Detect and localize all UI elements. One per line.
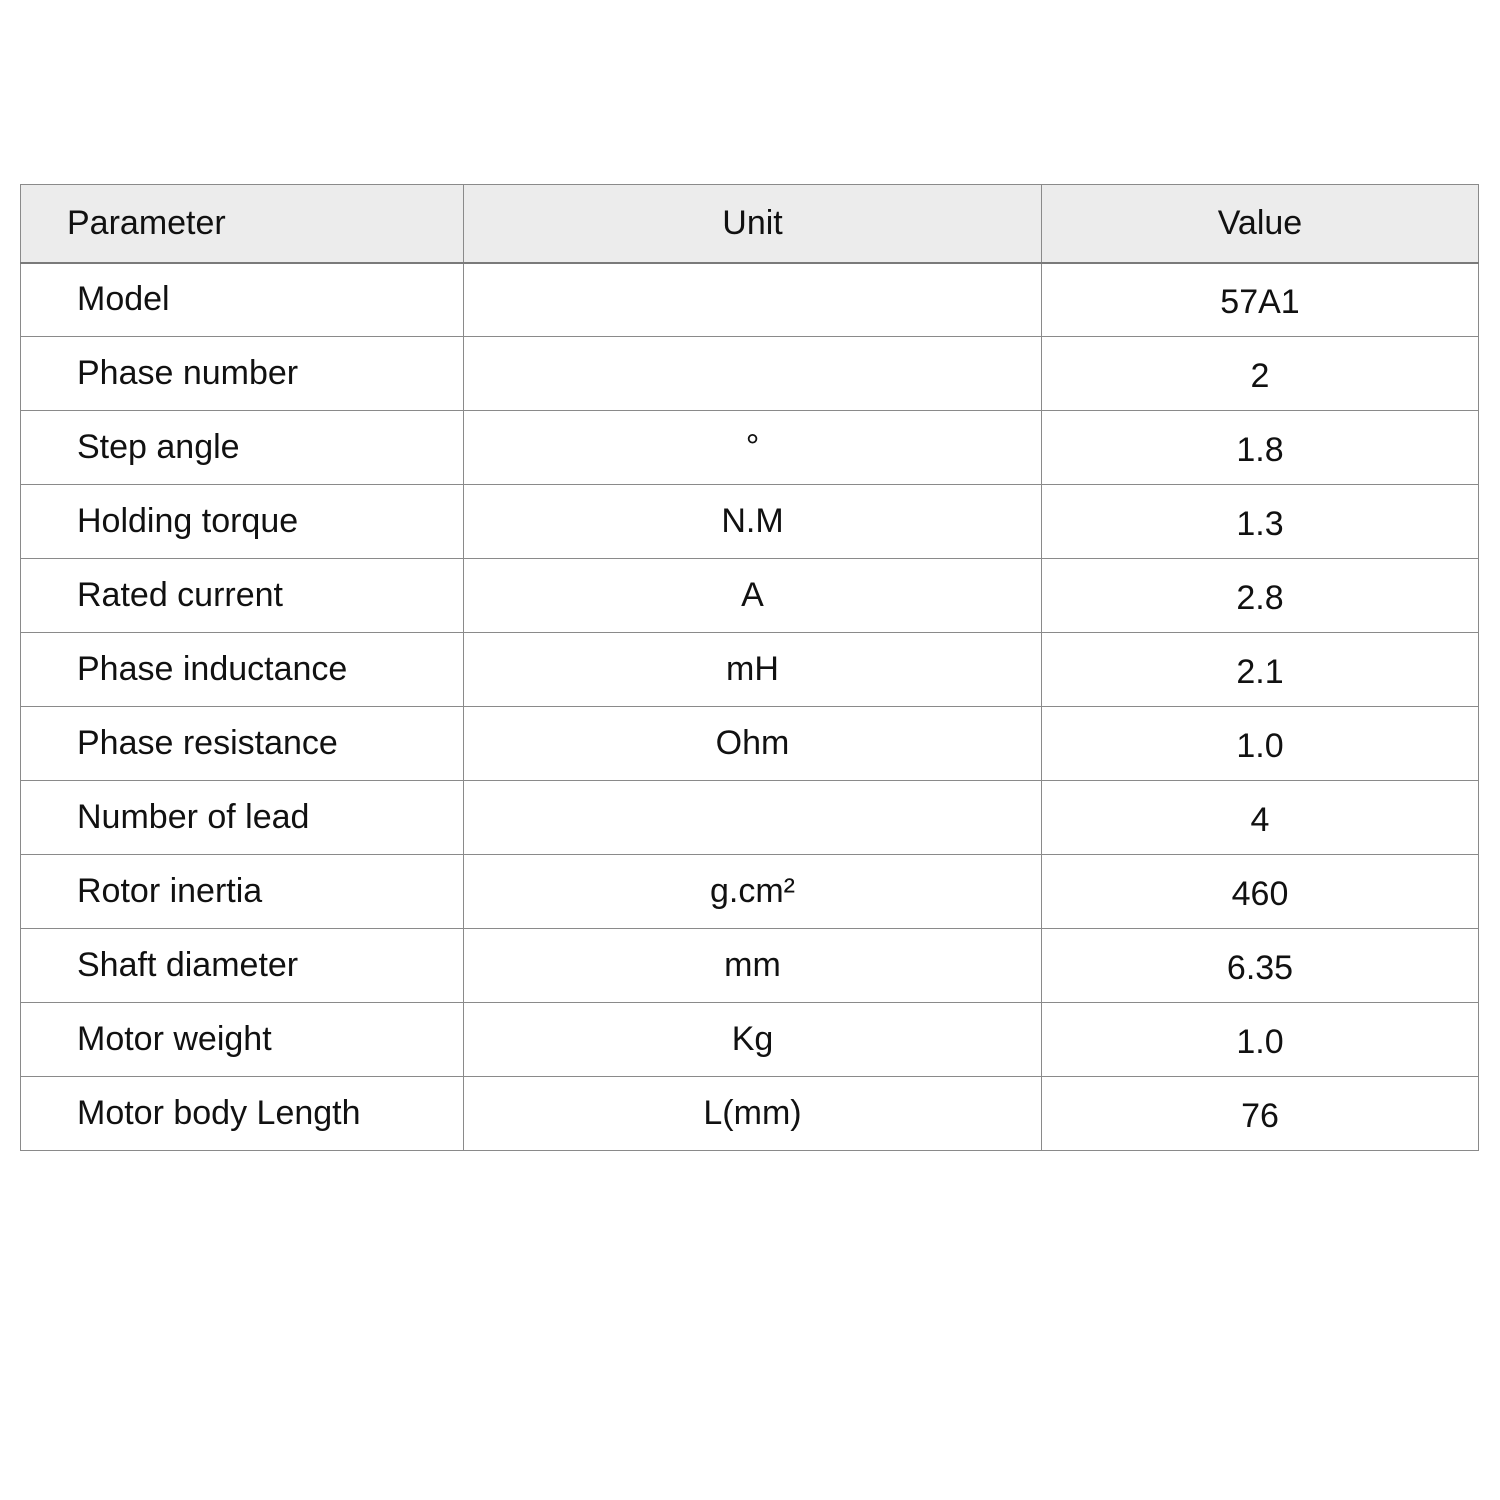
- unit-cell: Ohm: [464, 707, 1042, 781]
- value-cell: 6.35: [1042, 929, 1479, 1003]
- value-cell: 460: [1042, 855, 1479, 929]
- table-row: [21, 1003, 1479, 1077]
- table-row: [21, 263, 1479, 337]
- value-cell: 1.0: [1042, 707, 1479, 781]
- table-row: [21, 337, 1479, 411]
- parameter-cell: Motor weight: [21, 1003, 464, 1077]
- unit-cell: mH: [464, 633, 1042, 707]
- unit-cell: mm: [464, 929, 1042, 1003]
- parameter-cell: Step angle: [21, 411, 464, 485]
- unit-cell: [464, 781, 1042, 855]
- value-cell: 2.8: [1042, 559, 1479, 633]
- value-cell: 1.8: [1042, 411, 1479, 485]
- table-header: [21, 185, 1479, 263]
- table-row: [21, 707, 1479, 781]
- table-row: [21, 485, 1479, 559]
- parameter-cell: Number of lead: [21, 781, 464, 855]
- unit-cell: N.M: [464, 485, 1042, 559]
- unit-cell: L(mm): [464, 1077, 1042, 1151]
- unit-cell: [464, 337, 1042, 411]
- parameter-cell: Model: [21, 263, 464, 337]
- table-row: [21, 855, 1479, 929]
- value-cell: 2.1: [1042, 633, 1479, 707]
- header-value: Value: [1042, 185, 1479, 263]
- parameter-cell: Phase inductance: [21, 633, 464, 707]
- parameter-cell: Motor body Length: [21, 1077, 464, 1151]
- value-cell: 4: [1042, 781, 1479, 855]
- unit-cell: [464, 263, 1042, 337]
- table-row: [21, 1077, 1479, 1151]
- header-unit: Unit: [464, 185, 1042, 263]
- value-cell: 1.3: [1042, 485, 1479, 559]
- unit-cell: Kg: [464, 1003, 1042, 1077]
- parameter-cell: Rated current: [21, 559, 464, 633]
- table-row: [21, 781, 1479, 855]
- table-row: [21, 633, 1479, 707]
- parameter-cell: Phase resistance: [21, 707, 464, 781]
- table-row: [21, 559, 1479, 633]
- table-row: [21, 929, 1479, 1003]
- value-cell: 76: [1042, 1077, 1479, 1151]
- value-cell: 1.0: [1042, 1003, 1479, 1077]
- value-cell: 2: [1042, 337, 1479, 411]
- unit-cell: °: [464, 411, 1042, 485]
- value-cell: 57A1: [1042, 263, 1479, 337]
- parameter-cell: Rotor inertia: [21, 855, 464, 929]
- table-body: [21, 263, 1479, 1151]
- parameter-cell: Shaft diameter: [21, 929, 464, 1003]
- unit-cell: A: [464, 559, 1042, 633]
- parameter-cell: Holding torque: [21, 485, 464, 559]
- unit-cell: g.cm²: [464, 855, 1042, 929]
- parameter-cell: Phase number: [21, 337, 464, 411]
- header-row: [21, 185, 1479, 263]
- table-row: [21, 411, 1479, 485]
- header-parameter: Parameter: [21, 185, 464, 263]
- motor-spec-table: [20, 184, 1479, 1151]
